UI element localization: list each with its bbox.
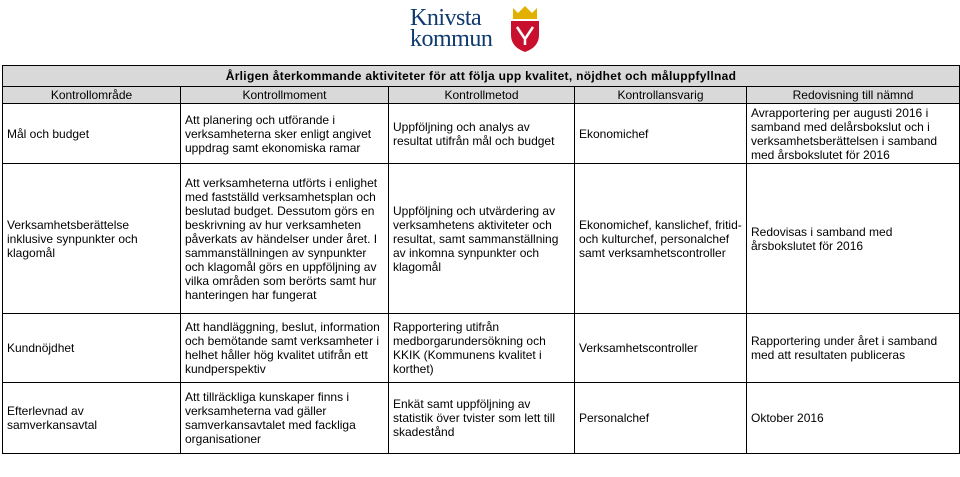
crown-shield-icon [508,5,542,53]
cell-reporting: Rapportering under året i samband med att resultaten publiceras [747,314,960,383]
table-row [3,164,960,314]
cell-method: Enkät samt uppföljning av statistik över tvister som lett till skadestånd [389,383,575,454]
logo-line-2: kommun [410,26,493,52]
cell-area: Kundnöjdhet [3,314,181,383]
cell-moment: Att verksamheterna utförts i enlighet med fastställd verksamhetsplan och beslutad budget. Dessutom görs en beskrivning av hur verksamheten påverkats av händelser under året. I sammanställningen av synpunkter och klagomål görs en uppföljning av vilka områden som berörts samt hur hanteringen har fungerat [181,164,389,314]
cell-method: Uppföljning och analys av resultat utifrån mål och budget [389,104,575,164]
table-title: Årligen återkommande aktiviteter för att följa upp kvalitet, nöjdhet och måluppfyllnad [3,66,960,87]
table-row [3,104,960,164]
cell-reporting: Avrapportering per augusti 2016 i samband med delårsbokslut och i verksamhetsberättelsen i samband med årsbokslutet för 2016 [747,104,960,164]
table-row [3,314,960,383]
cell-responsible: Verksamhetscontroller [575,314,747,383]
activities-table [2,65,960,454]
cell-moment: Att planering och utförande i verksamheterna sker enligt angivet uppdrag samt ekonomiska ramar [181,104,389,164]
table-row [3,383,960,454]
cell-reporting: Redovisas i samband med årsbokslutet för 2016 [747,164,960,314]
cell-responsible: Ekonomichef [575,104,747,164]
header-kontrollansvarig: Kontrollansvarig [575,87,747,104]
cell-area: Verksamhetsberättelse inklusive synpunkter och klagomål [3,164,181,314]
cell-method: Uppföljning och utvärdering av verksamhetens aktiviteter och resultat, samt sammanställning av inkomna synpunkter och klagomål [389,164,575,314]
cell-responsible: Personalchef [575,383,747,454]
header-kontrollomrade: Kontrollområde [3,87,181,104]
header-kontrollmetod: Kontrollmetod [389,87,575,104]
header-kontrollmoment: Kontrollmoment [181,87,389,104]
header-redovisning: Redovisning till nämnd [747,87,960,104]
cell-reporting: Oktober 2016 [747,383,960,454]
cell-method: Rapportering utifrån medborgarundersökning och KKIK (Kommunens kvalitet i korthet) [389,314,575,383]
logo-line-1: Knivsta [410,5,482,31]
cell-area: Mål och budget [3,104,181,164]
cell-moment: Att tillräckliga kunskaper finns i verksamheterna vad gäller samverkansavtalet med fackliga organisationer [181,383,389,454]
cell-moment: Att handläggning, beslut, information och bemötande samt verksamheter i helhet håller hög kvalitet utifrån ett kundperspektiv [181,314,389,383]
cell-area: Efterlevnad av samverkansavtal [3,383,181,454]
knivsta-kommun-logo [410,3,555,55]
cell-responsible: Ekonomichef, kanslichef, fritid- och kulturchef, personalchef samt verksamhetscontroller [575,164,747,314]
